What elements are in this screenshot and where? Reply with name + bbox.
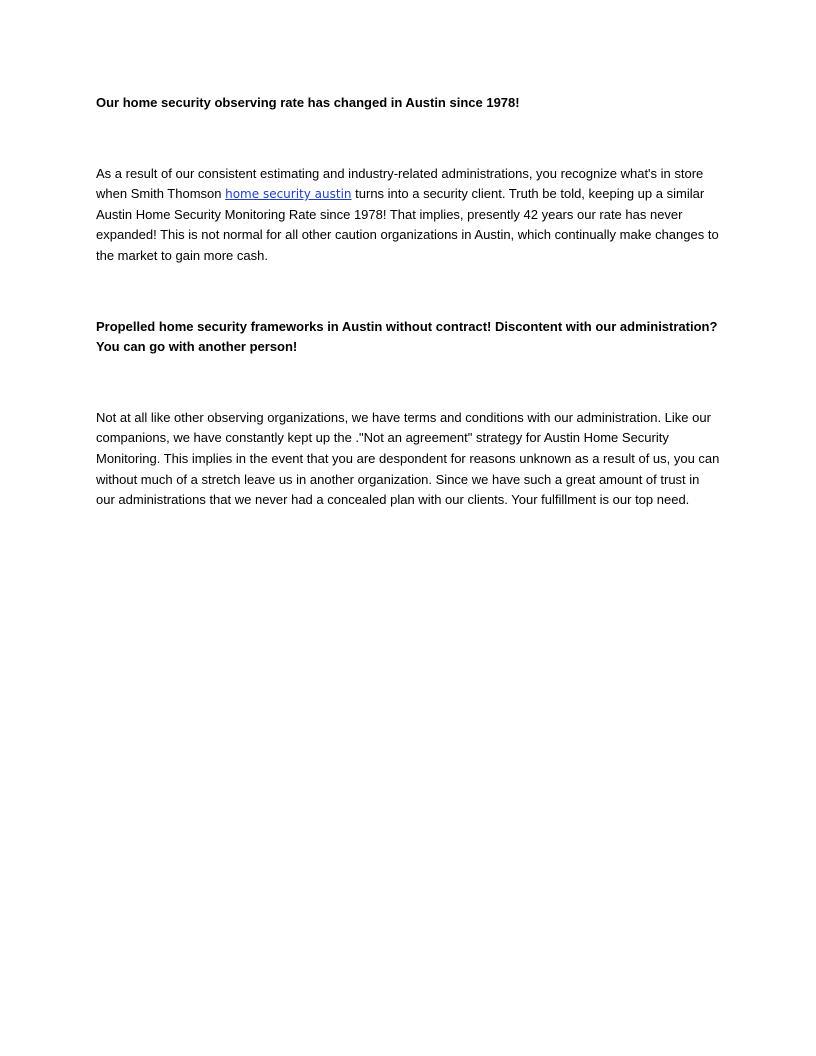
paragraph-1-text-after-link: turns into a security client. Truth be told, keeping up a similar Austin Home Security Monitoring Rate since 1978! That implies, presently 42 years our rate has never expanded! This is not normal for all other caution organizations in Austin, which continually make changes to the market to gain more cash. bbox=[96, 186, 719, 263]
document-body bbox=[96, 93, 720, 511]
paragraph-no-agreement: Not at all like other observing organizations, we have terms and conditions with our administration. Like our companions, we have constantly kept up the ."Not an agreement" strategy for Austin Home Security Monitoring. This implies in the event that you are despondent for reasons unknown as a result of us, you can without much of a stretch leave us in another organization. Since we have such a great amount of trust in our administrations that we never had a concealed plan with our clients. Your fulfillment is our top need. bbox=[96, 409, 720, 508]
heading-no-contract: Propelled home security frameworks in Austin without contract! Discontent with our administration? You can go with another person! bbox=[96, 318, 718, 355]
paragraph-consistent-rate bbox=[96, 164, 720, 267]
home-security-austin-link[interactable]: home security austin bbox=[225, 187, 352, 202]
heading-rate-since-1978: Our home security observing rate has changed in Austin since 1978! bbox=[96, 95, 520, 110]
paragraph-1-text-before-link: As a result of our consistent estimating and industry-related administrations, you recognize what's in store when Smith Thomson bbox=[96, 165, 704, 202]
